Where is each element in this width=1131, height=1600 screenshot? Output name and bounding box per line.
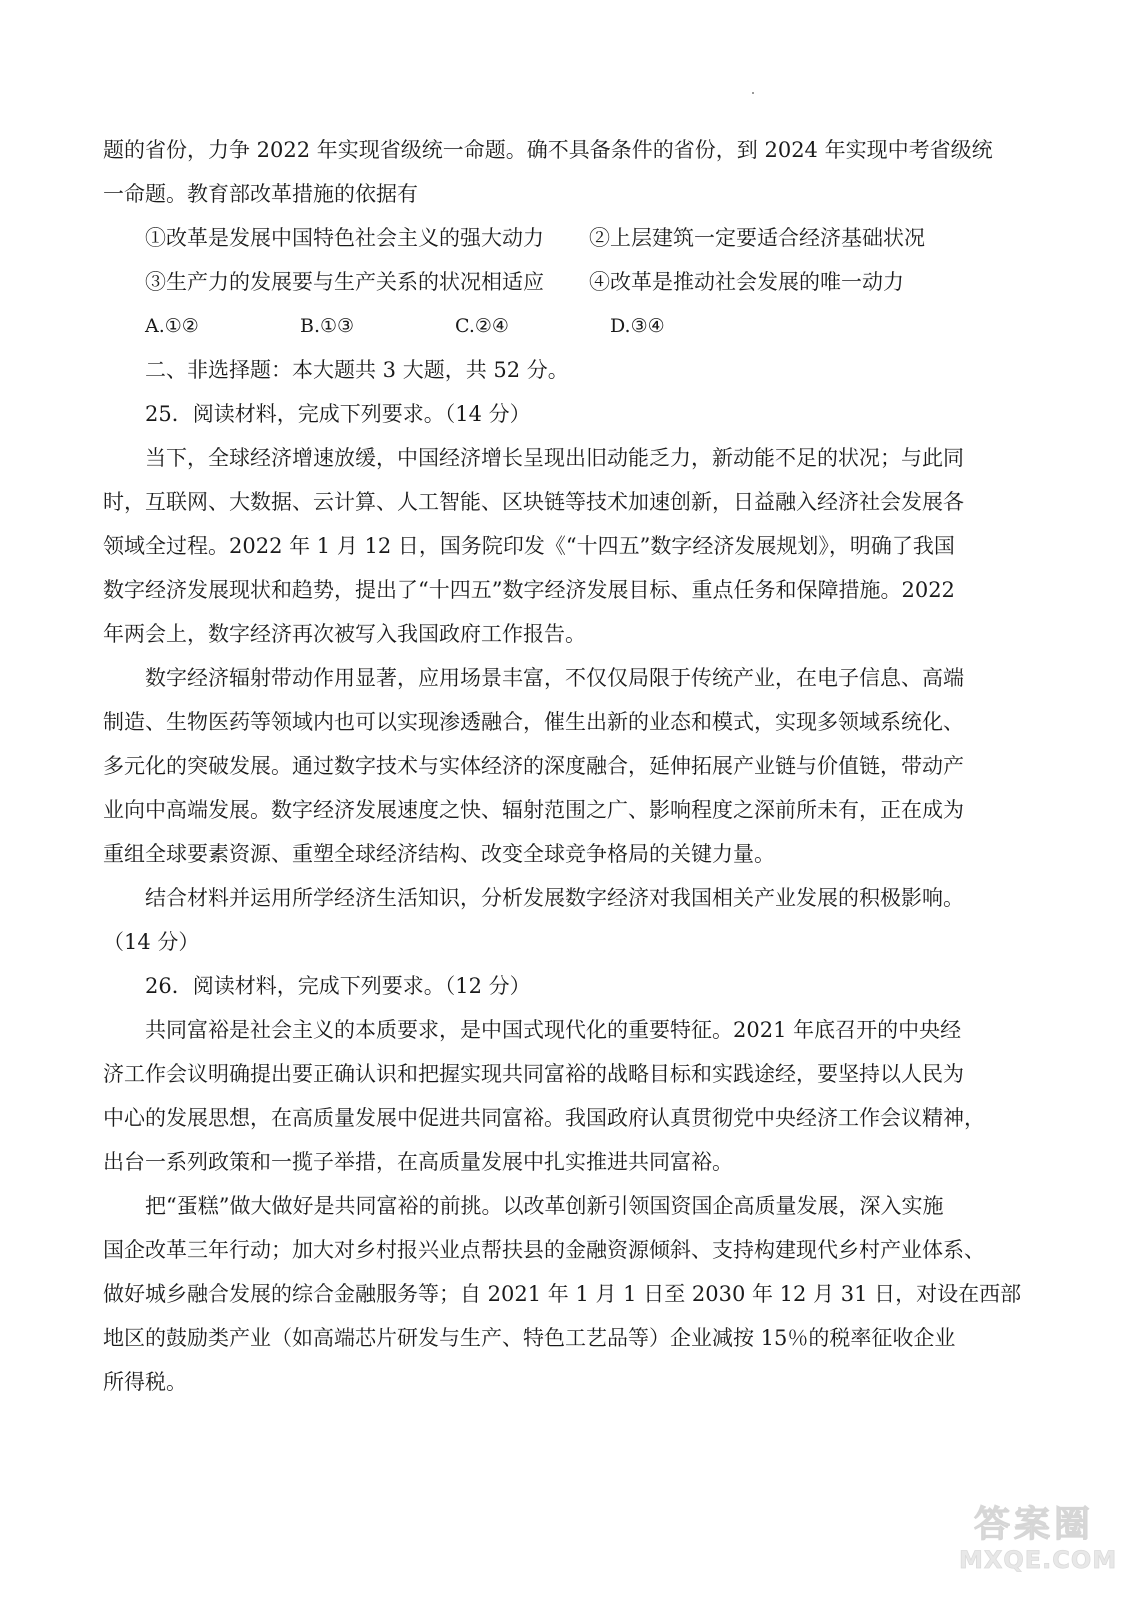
q25-para2-line: 数字经济辐射带动作用显著，应用场景丰富，不仅仅局限于传统产业，在电子信息、高端 [145,666,964,690]
q25-question-line: （14 分） [103,930,200,954]
q26-para2-line: 做好城乡融合发展的综合金融服务等；自 2021 年 1 月 1 日至 2030 年 12 月 31 日，对设在西部 [103,1282,1022,1306]
q25-para1-line: 当下，全球经济增速放缓，中国经济增长呈现出旧动能乏力，新动能不足的状况；与此同 [145,446,964,470]
q26-title: 26．阅读材料，完成下列要求。（12 分） [145,974,531,998]
q25-question [103,876,1033,964]
q26-para2-line: 把“蛋糕”做大做好是共同富裕的前挑。以改革创新引领国资国企高质量发展，深入实施 [145,1194,944,1218]
q25-title: 25．阅读材料，完成下列要求。（14 分） [145,402,531,426]
q25-para1-line: 时，互联网、大数据、云计算、人工智能、区块链等技术加速创新，日益融入经济社会发展各 [103,490,964,514]
choice-d: D.③④ [610,315,665,337]
q25-question-line: 结合材料并运用所学经济生活知识，分析发展数字经济对我国相关产业发展的积极影响。 [145,886,964,910]
statement-3: ③生产力的发展要与生产关系的状况相适应 [145,270,544,294]
q24-choices [103,304,1033,348]
q26-material-para-1 [103,1008,1033,1184]
q26-para1-line: 中心的发展思想，在高质量发展中促进共同富裕。我国政府认真贯彻党中央经济工作会议精神， [103,1106,985,1130]
choice-c: C.②④ [455,315,509,337]
q24-stem-line: 题的省份，力争 2022 年实现省级统一命题。确不具备条件的省份，到 2024 年实现中考省级统 [103,138,993,162]
q26-para2-line: 国企改革三年行动；加大对乡村报兴业点帮扶县的金融资源倾斜、支持构建现代乡村产业体系、 [103,1238,985,1262]
q26-para1-line: 共同富裕是社会主义的本质要求，是中国式现代化的重要特征。2021 年底召开的中央经 [145,1018,962,1042]
q26-para1-line: 济工作会议明确提出要正确认识和把握实现共同富裕的战略目标和实践途经，要坚持以人民为 [103,1062,964,1086]
statement-1: ①改革是发展中国特色社会主义的强大动力 [145,226,544,250]
q26-material-para-2 [103,1184,1033,1404]
watermark-logo [959,1504,1118,1582]
q25-para2-line: 重组全球要素资源、重塑全球经济结构、改变全球竞争格局的关键力量。 [103,842,775,866]
q25-material-para-1 [103,436,1033,656]
q25-para1-line: 年两会上，数字经济再次被写入我国政府工作报告。 [103,622,586,646]
section-heading: 二、非选择题：本大题共 3 大题，共 52 分。 [145,358,569,382]
watermark-top-text: 答案圈 [973,1504,1094,1545]
choice-b: B.①③ [300,315,355,337]
exam-page [103,128,1033,1404]
q25-para2-line: 制造、生物医药等领域内也可以实现渗透融合，催生出新的业态和模式，实现多领域系统化、 [103,710,964,734]
q26-para2-line: 所得税。 [103,1370,187,1394]
scan-dot [752,92,754,94]
statement-4: ④改革是推动社会发展的唯一动力 [589,270,904,294]
q26-para1-line: 出台一系列政策和一揽子举措，在高质量发展中扎实推进共同富裕。 [103,1150,733,1174]
q25-para1-line: 领域全过程。2022 年 1 月 12 日，国务院印发《“十四五”数字经济发展规划》，明确了我国 [103,534,955,558]
q25-para1-line: 数字经济发展现状和趋势，提出了“十四五”数字经济发展目标、重点任务和保障措施。2022 [103,578,955,602]
q25-para2-line: 多元化的突破发展。通过数字技术与实体经济的深度融合，延伸拓展产业链与价值链，带动产 [103,754,964,778]
q24-stem [103,128,1033,216]
q25-para2-line: 业向中高端发展。数字经济发展速度之快、辐射范围之广、影响程度之深前所未有，正在成为 [103,798,964,822]
watermark-bottom-text: MXQE.COM [959,1546,1118,1574]
q26-para2-line: 地区的鼓励类产业（如高端芯片研发与生产、特色工艺品等）企业减按 15％的税率征收企业 [103,1326,956,1350]
q25-material-para-2 [103,656,1033,876]
choice-a: A.①② [145,315,199,337]
q24-statements [103,216,1033,304]
q24-stem-line: 一命题。教育部改革措施的依据有 [103,182,418,206]
statement-2: ②上层建筑一定要适合经济基础状况 [589,226,925,250]
